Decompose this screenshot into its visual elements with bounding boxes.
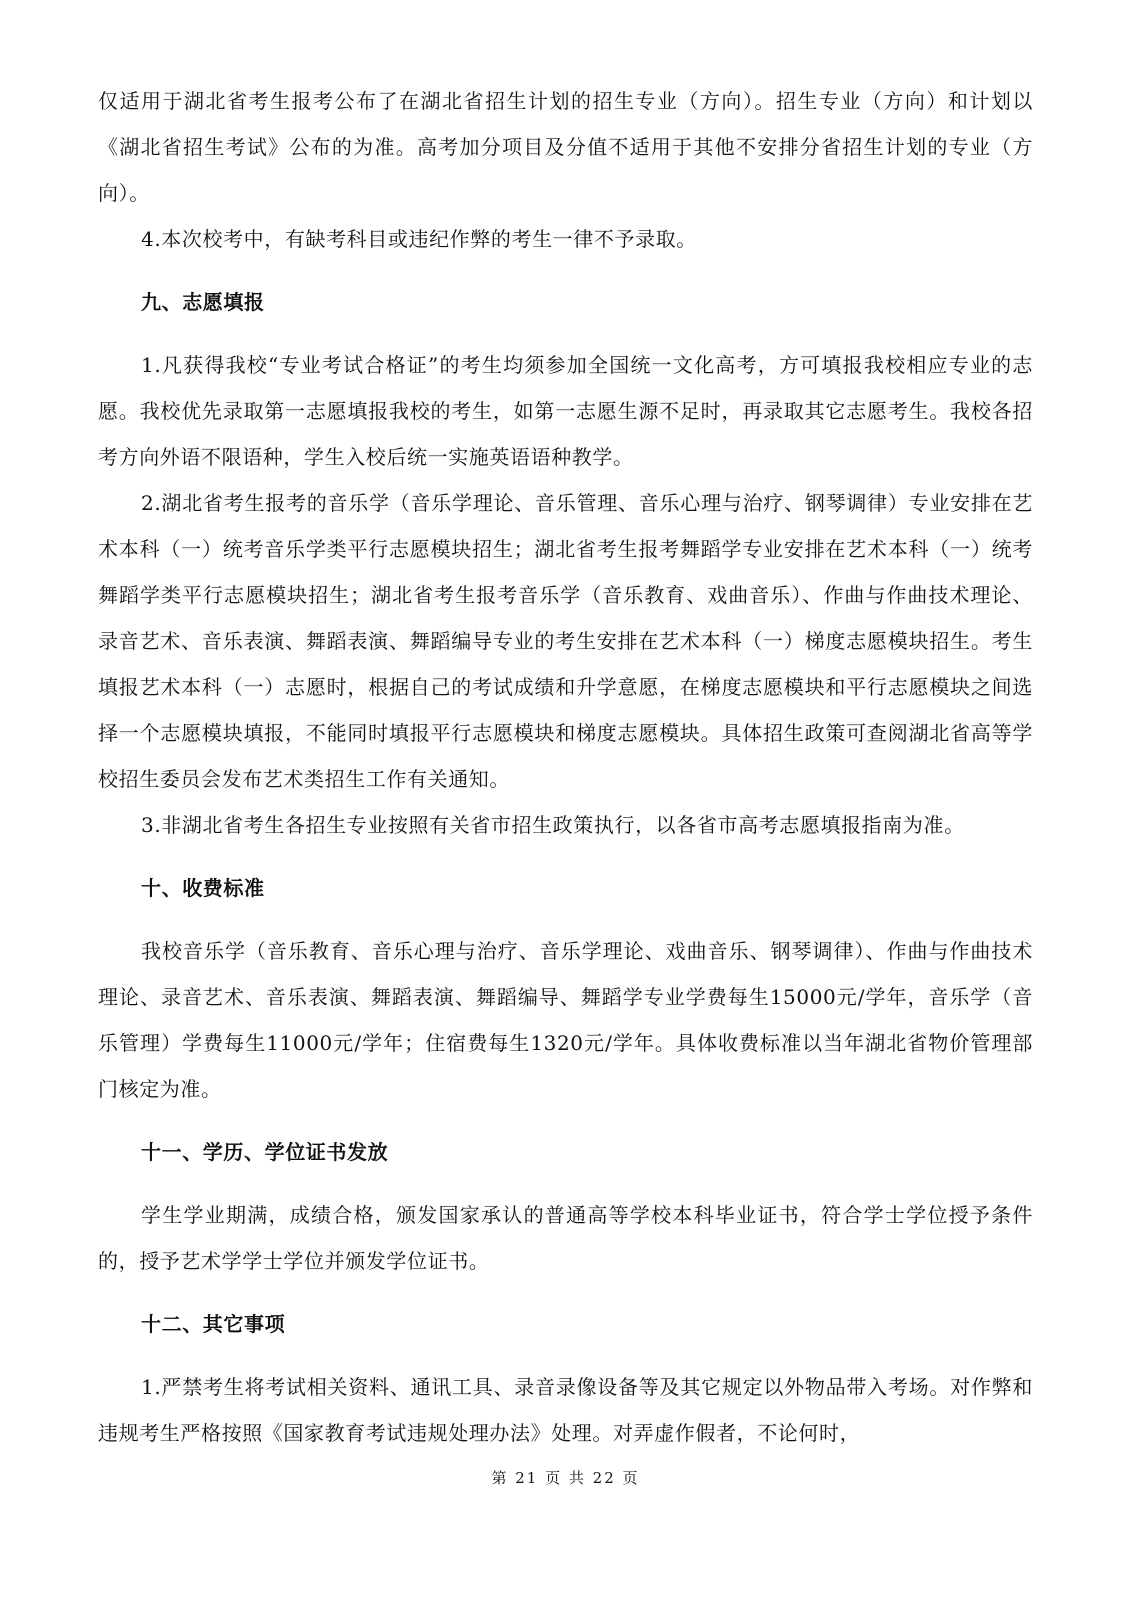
- section-heading-10: 十、收费标准: [141, 876, 265, 900]
- paragraph-8-4: 4.本次校考中，有缺考科目或违纪作弊的考生一律不予录取。: [141, 227, 697, 251]
- paragraph-continuation: 仅适用于湖北省考生报考公布了在湖北省招生计划的招生专业（方向）。招生专业（方向）和计划以《湖北省招生考试》公布的为准。高考加分项目及分值不适用于其他不安排分省招生计划的专业（方向）。: [98, 89, 1033, 205]
- paragraph-9-3: 3.非湖北省考生各招生专业按照有关省市招生政策执行，以各省市高考志愿填报指南为准。: [141, 813, 965, 837]
- document-page: [98, 78, 1033, 1456]
- paragraph-9-2: 2.湖北省考生报考的音乐学（音乐学理论、音乐管理、音乐心理与治疗、钢琴调律）专业安排在艺术本科（一）统考音乐学类平行志愿模块招生；湖北省考生报考舞蹈学专业安排在艺术本科（一）统考舞蹈学类平行志愿模块招生；湖北省考生报考音乐学（音乐教育、戏曲音乐）、作曲与作曲技术理论、录音艺术、音乐表演、舞蹈表演、舞蹈编导专业的考生安排在艺术本科（一）梯度志愿模块招生。考生填报艺术本科（一）志愿时，根据自己的考试成绩和升学意愿，在梯度志愿模块和平行志愿模块之间选择一个志愿模块填报，不能同时填报平行志愿模块和梯度志愿模块。具体招生政策可查阅湖北省高等学校招生委员会发布艺术类招生工作有关通知。: [98, 491, 1033, 791]
- paragraph-10: 我校音乐学（音乐教育、音乐心理与治疗、音乐学理论、戏曲音乐、钢琴调律）、作曲与作曲技术理论、录音艺术、音乐表演、舞蹈表演、舞蹈编导、舞蹈学专业学费每生15000元/学年，音乐学（音乐管理）学费每生11000元/学年；住宿费每生1320元/学年。具体收费标准以当年湖北省物价管理部门核定为准。: [98, 939, 1033, 1101]
- paragraph-9-1: 1.凡获得我校“专业考试合格证”的考生均须参加全国统一文化高考，方可填报我校相应专业的志愿。我校优先录取第一志愿填报我校的考生，如第一志愿生源不足时，再录取其它志愿考生。我校各招考方向外语不限语种，学生入校后统一实施英语语种教学。: [98, 353, 1033, 469]
- paragraph-12-1: 1.严禁考生将考试相关资料、通讯工具、录音录像设备等及其它规定以外物品带入考场。对作弊和违规考生严格按照《国家教育考试违规处理办法》处理。对弄虚作假者，不论何时，: [98, 1375, 1033, 1445]
- footer-total-pages: 22: [592, 1469, 616, 1487]
- footer-prefix: 第: [491, 1469, 509, 1487]
- section-heading-11: 十一、学历、学位证书发放: [141, 1140, 389, 1164]
- footer-middle: 页 共: [545, 1469, 586, 1487]
- section-heading-12: 十二、其它事项: [141, 1312, 286, 1336]
- footer-suffix: 页: [622, 1469, 640, 1487]
- footer-current-page: 21: [515, 1469, 539, 1487]
- page-footer: [0, 1467, 1131, 1488]
- section-heading-9: 九、志愿填报: [141, 290, 265, 314]
- paragraph-11: 学生学业期满，成绩合格，颁发国家承认的普通高等学校本科毕业证书，符合学士学位授予条件的，授予艺术学学士学位并颁发学位证书。: [98, 1203, 1033, 1273]
